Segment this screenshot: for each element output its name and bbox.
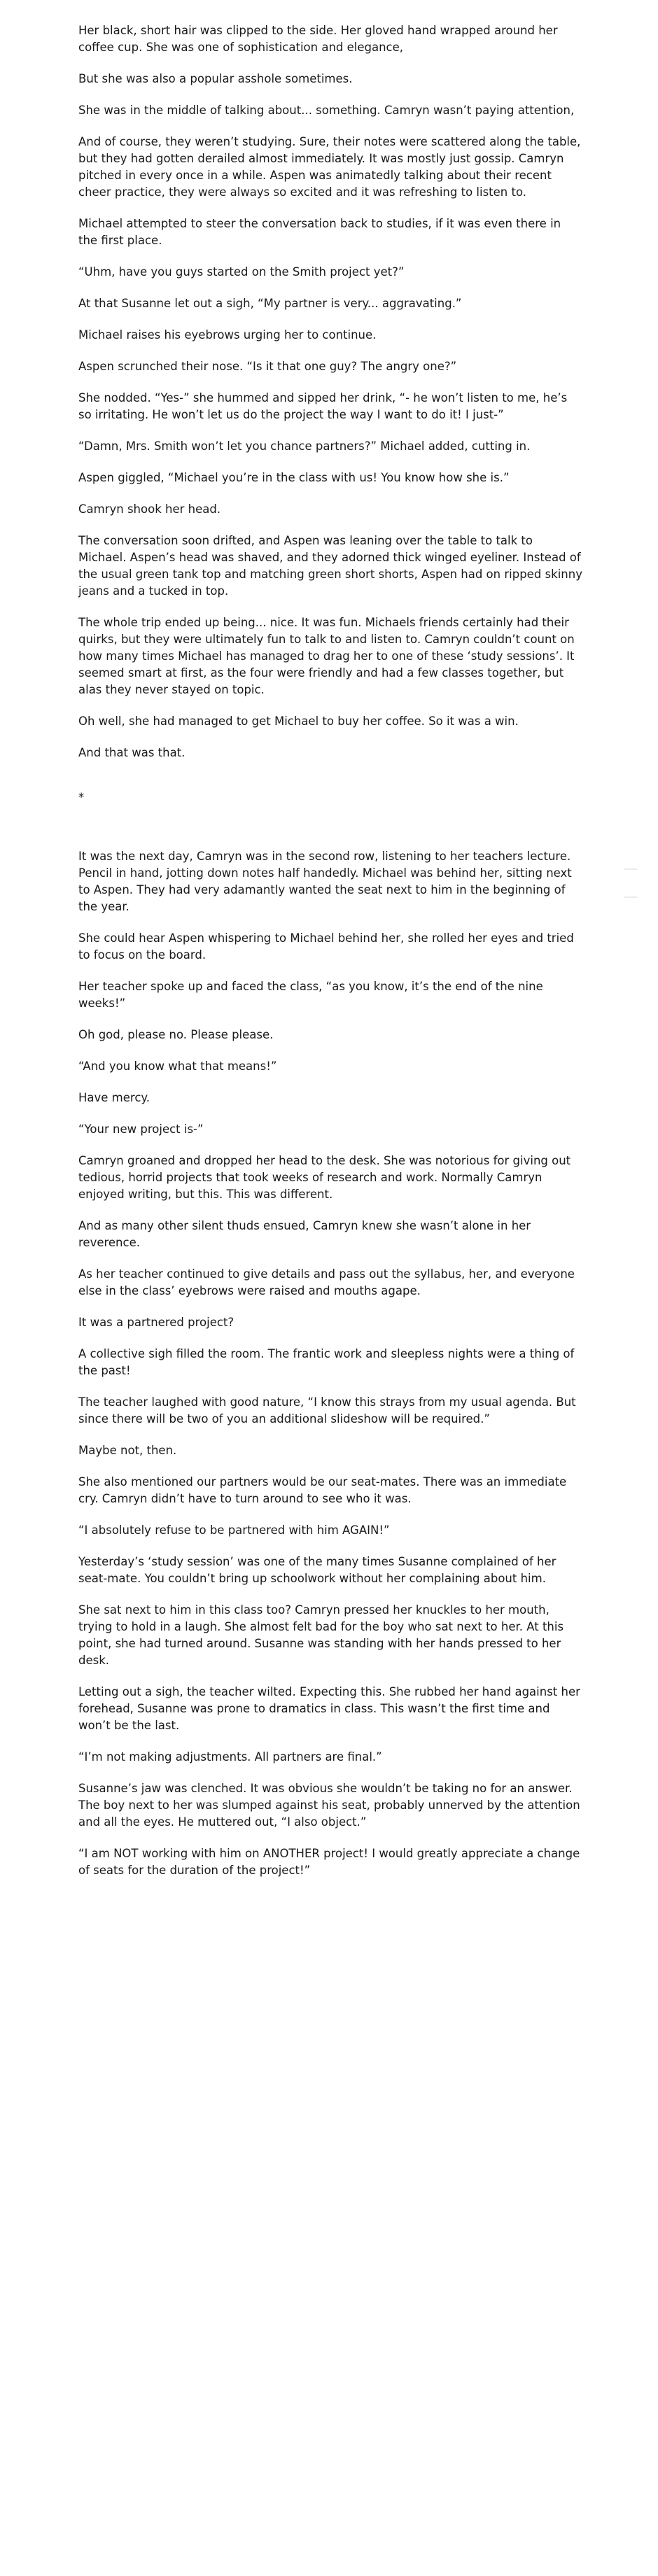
paragraph: Aspen giggled, “Michael you’re in the class with us! You know how she is.” (78, 471, 510, 484)
paragraph: The teacher laughed with good nature, “I know this strays from my usual agenda. But since there will be two of you an additional slideshow will be required.” (78, 1395, 576, 1426)
paragraph: “Your new project is-” (78, 1122, 204, 1136)
paragraph: Camryn shook her head. (78, 502, 221, 516)
paragraph: “Uhm, have you guys started on the Smith project yet?” (78, 265, 405, 279)
paragraph: A collective sigh filled the room. The frantic work and sleepless nights were a thing of the past! (78, 1347, 575, 1377)
paragraph: Aspen scrunched their nose. “Is it that one guy? The angry one?” (78, 360, 457, 373)
paragraph: Michael attempted to steer the conversation back to studies, if it was even there in the first place. (78, 217, 561, 247)
paragraph: The whole trip ended up being... nice. It was fun. Michaels friends certainly had their quirks, but they were ultimately fun to talk to and listen to. Camryn couldn’t count on how many times Michael has managed to drag her to one of these ‘study sessions’. It seemed smart at first, as the four were friendly and had a few classes together, but alas they never stayed on topic. (78, 616, 575, 696)
paragraph: Yesterday’s ‘study session’ was one of the many times Susanne complained of her seat-mate. You couldn’t bring up schoolwork without her complaining about him. (78, 1555, 556, 1585)
paragraph: “I am NOT working with him on ANOTHER project! I would greatly appreciate a change of seats for the duration of the project!” (78, 1847, 580, 1877)
paragraph: She nodded. “Yes-” she hummed and sipped her drink, “- he won’t listen to me, he’s so irritating. He won’t let us do the project the way I want to do it! I just-” (78, 391, 568, 421)
paragraph: It was a partnered project? (78, 1316, 234, 1329)
paragraph: The conversation soon drifted, and Aspen was leaning over the table to talk to Michael. Aspen’s head was shaved, and they adorned thick winged eyeliner. Instead of the usual green tank top and matching green short shorts, Aspen had on ripped skinny jeans and a tucked in top. (78, 534, 582, 598)
document-body (78, 22, 582, 1894)
page-edge-mark (624, 868, 637, 870)
paragraph: She could hear Aspen whispering to Michael behind her, she rolled her eyes and tried to focus on the board. (78, 931, 574, 962)
paragraph: Oh well, she had managed to get Michael to buy her coffee. So it was a win. (78, 715, 519, 728)
paragraph: At that Susanne let out a sigh, “My partner is very... aggravating.” (78, 297, 462, 310)
paragraph: She was in the middle of talking about... something. Camryn wasn’t paying attention, (78, 104, 575, 117)
paragraph: Letting out a sigh, the teacher wilted. Expecting this. She rubbed her hand against her forehead, Susanne was prone to dramatics in class. This wasn’t the first time and won’t be the last. (78, 1685, 580, 1732)
paragraph: Maybe not, then. (78, 1444, 177, 1457)
paragraph: But she was also a popular asshole sometimes. (78, 72, 353, 85)
paragraph: “And you know what that means!” (78, 1060, 277, 1073)
paragraph: She sat next to him in this class too? Camryn pressed her knuckles to her mouth, trying to hold in a laugh. She almost felt bad for the boy who sat next to her. At this point, she had turned around. Susanne was standing with her hands pressed to her desk. (78, 1603, 564, 1667)
paragraph: And of course, they weren’t studying. Sure, their notes were scattered along the table, but they had gotten derailed almost immediately. It was mostly just gossip. Camryn pitched in every once in a while. Aspen was animatedly talking about their recent cheer practice, they were always so excited and it was refreshing to listen to. (78, 135, 581, 199)
paragraph: It was the next day, Camryn was in the second row, listening to her teachers lecture. Pencil in hand, jotting down notes half handedly. Michael was behind her, sitting next to Aspen. They had very adamantly wanted the seat next to him in the beginning of the year. (78, 850, 572, 913)
paragraph: Her teacher spoke up and faced the class, “as you know, it’s the end of the nine weeks!” (78, 980, 543, 1010)
paragraph: And that was that. (78, 746, 186, 759)
paragraph: Her black, short hair was clipped to the side. Her gloved hand wrapped around her coffee cup. She was one of sophistication and elegance, (78, 24, 558, 54)
paragraph: “I’m not making adjustments. All partners are final.” (78, 1750, 382, 1764)
paragraph: And as many other silent thuds ensued, Camryn knew she wasn’t alone in her reverence. (78, 1219, 531, 1249)
paragraph: Michael raises his eyebrows urging her to continue. (78, 328, 377, 342)
paragraph: Camryn groaned and dropped her head to the desk. She was notorious for giving out tedious, horrid projects that took weeks of research and work. Normally Camryn enjoyed writing, but this. This was different. (78, 1154, 571, 1201)
page-edge-mark (624, 896, 637, 898)
paragraph: Susanne’s jaw was clenched. It was obvious she wouldn’t be taking no for an answer. The boy next to her was slumped against his seat, probably unnerved by the attention and all the eyes. He muttered out, “I also object.” (78, 1782, 580, 1829)
paragraph: “I absolutely refuse to be partnered with him AGAIN!” (78, 1523, 390, 1537)
paragraph: Oh god, please no. Please please. (78, 1028, 274, 1041)
paragraph: She also mentioned our partners would be our seat-mates. There was an immediate cry. Camryn didn’t have to turn around to see who it was. (78, 1475, 567, 1505)
paragraph: “Damn, Mrs. Smith won’t let you chance partners?” Michael added, cutting in. (78, 439, 531, 453)
paragraph: As her teacher continued to give details and pass out the syllabus, her, and everyone else in the class’ eyebrows were raised and mouths agape. (78, 1267, 575, 1297)
paragraph: Have mercy. (78, 1091, 150, 1104)
scene-separator: * (78, 791, 85, 804)
